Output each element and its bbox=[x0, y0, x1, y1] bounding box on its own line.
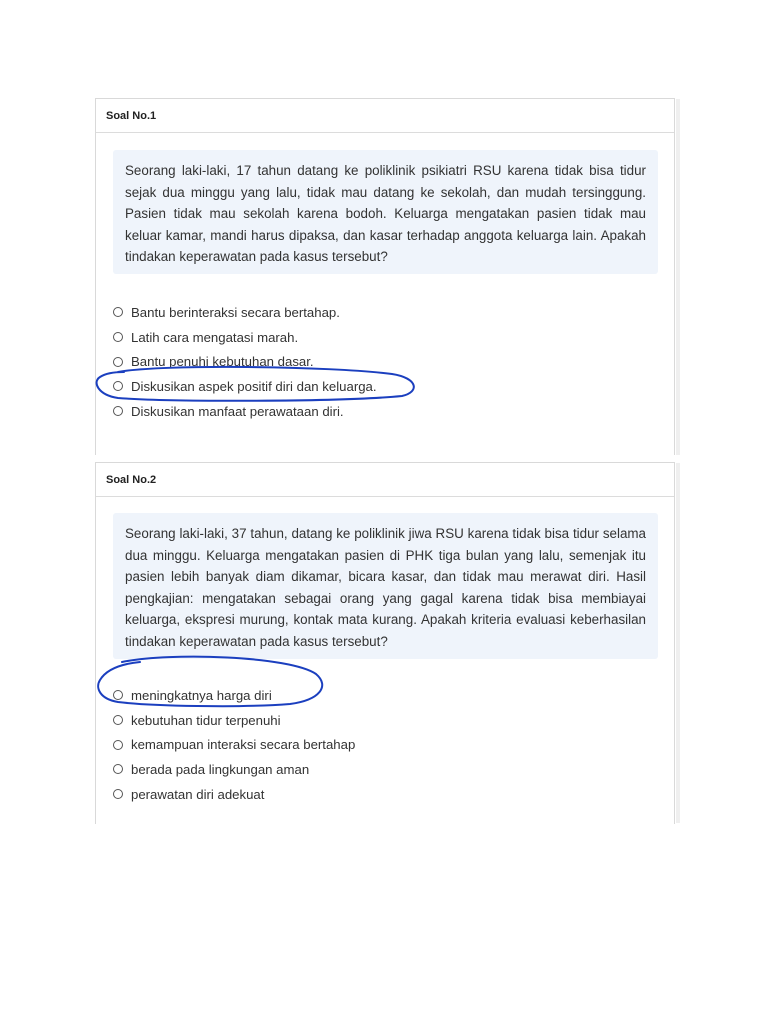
question-card-1 bbox=[95, 98, 675, 455]
answer-option-label: meningkatnya harga diri bbox=[131, 687, 272, 703]
answer-option-d[interactable] bbox=[113, 757, 355, 782]
question-text: Seorang laki-laki, 17 tahun datang ke poliklinik psikiatri RSU karena tidak bisa tidur sejak dua minggu yang lalu, tidak mau datang ke sekolah, dan mudah tersinggung. Pasien tidak mau sekolah karena bodoh. Keluarga mengatakan pasien tidak mau keluar kamar, mandi harus dipaksa, dan kasar terhadap anggota keluarga lain. Apakah tindakan keperawatan pada kasus tersebut? bbox=[113, 150, 658, 274]
answer-option-a[interactable] bbox=[113, 683, 355, 708]
answer-option-e[interactable] bbox=[113, 399, 377, 424]
radio-button-icon[interactable] bbox=[113, 740, 123, 750]
radio-button-icon[interactable] bbox=[113, 357, 123, 367]
radio-button-icon[interactable] bbox=[113, 764, 123, 774]
answer-option-label: berada pada lingkungan aman bbox=[131, 761, 310, 777]
question-header: Soal No.1 bbox=[96, 99, 674, 133]
answer-option-label: Bantu berinteraksi secara bertahap. bbox=[131, 304, 340, 320]
answer-option-label: Diskusikan aspek positif diri dan keluarga. bbox=[131, 378, 377, 394]
answer-option-label: perawatan diri adekuat bbox=[131, 786, 265, 802]
answer-option-label: kemampuan interaksi secara bertahap bbox=[131, 737, 356, 753]
scrollbar-track[interactable] bbox=[676, 99, 680, 455]
radio-button-icon[interactable] bbox=[113, 307, 123, 317]
answer-options bbox=[113, 683, 355, 806]
radio-button-icon[interactable] bbox=[113, 690, 123, 700]
question-card-2 bbox=[95, 462, 675, 824]
answer-option-b[interactable] bbox=[113, 325, 377, 350]
answer-option-label: Latih cara mengatasi marah. bbox=[131, 329, 299, 345]
answer-option-c[interactable] bbox=[113, 732, 355, 757]
radio-button-icon[interactable] bbox=[113, 715, 123, 725]
radio-button-icon[interactable] bbox=[113, 381, 123, 391]
answer-option-label: Diskusikan manfaat perawataan diri. bbox=[131, 403, 344, 419]
answer-option-c[interactable] bbox=[113, 349, 377, 374]
answer-option-label: Bantu penuhi kebutuhan dasar. bbox=[131, 354, 314, 370]
radio-button-icon[interactable] bbox=[113, 789, 123, 799]
answer-option-label: kebutuhan tidur terpenuhi bbox=[131, 712, 281, 728]
scrollbar-track[interactable] bbox=[676, 463, 680, 823]
radio-button-icon[interactable] bbox=[113, 332, 123, 342]
question-header: Soal No.2 bbox=[96, 463, 674, 497]
question-text: Seorang laki-laki, 37 tahun, datang ke poliklinik jiwa RSU karena tidak bisa tidur selama dua minggu. Keluarga mengatakan pasien di PHK tiga bulan yang lalu, semenjak itu pasien lebih banyak diam dikamar, bicara kasar, dan tidak mau merawat diri. Hasil pengkajian: mengatakan sebagai orang yang gagal karena tidak bisa membiayai keluarga, ekspresi murung, kontak mata kurang. Apakah kriteria evaluasi keberhasilan tindakan keperawatan pada kasus tersebut? bbox=[113, 513, 658, 659]
answer-option-a[interactable] bbox=[113, 300, 377, 325]
answer-option-d[interactable] bbox=[113, 374, 377, 399]
answer-option-e[interactable] bbox=[113, 782, 355, 807]
answer-options bbox=[113, 300, 377, 423]
radio-button-icon[interactable] bbox=[113, 406, 123, 416]
answer-option-b[interactable] bbox=[113, 708, 355, 733]
